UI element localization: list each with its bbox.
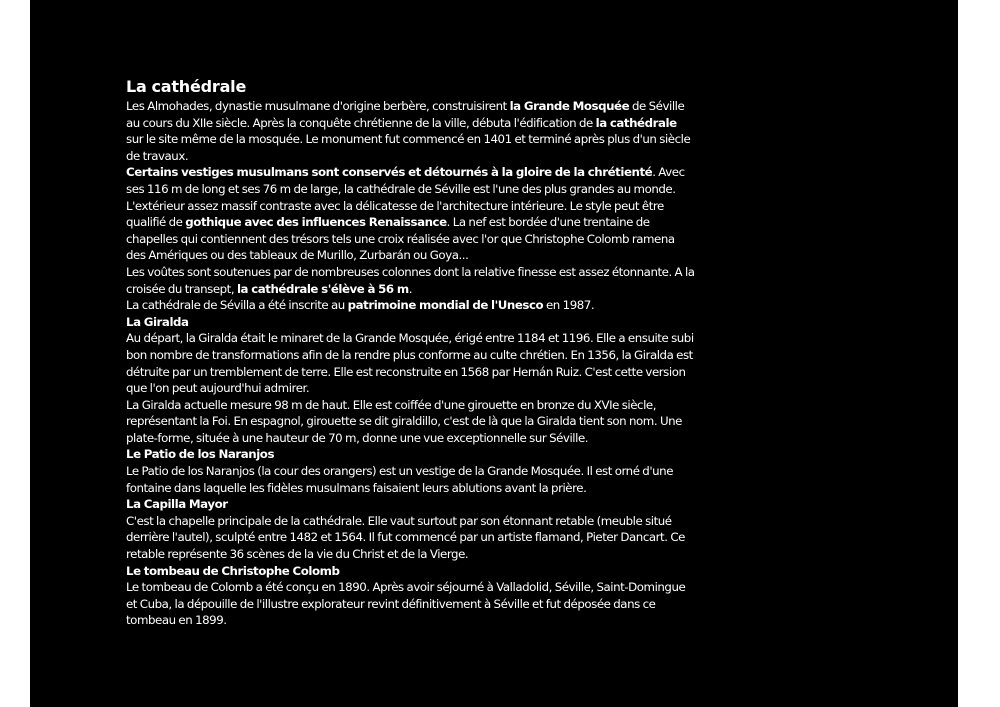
text-run: L'extérieur assez massif contraste avec la délicatesse de l'architecture intérieure. Le style peut être qualifié de: [126, 198, 664, 230]
document-page: [30, 0, 958, 707]
text-run: La cathédrale de Sévilla a été inscrite au: [126, 298, 348, 313]
giralda-paragraph-1: Au départ, la Giralda était le minaret de la Grande Mosquée, érigé entre 1184 et 1196. Elle a ensuite subi bon nombre de transformations afin de la rendre plus conforme au culte chrétien. En 1356, la Giralda est détruite par un tremblement de terre. Elle est reconstruite en 1568 par Hernán Ruiz. C'est cette version que l'on peut aujourd'hui admirer.: [126, 331, 694, 396]
text-run: . La nef est bordée d'une trentaine de chapelles qui contiennent des trésors tels une croix réalisée avec l'or que Christophe Colomb ramena des Amériques ou des tableaux de Murillo, Zurbarán ou Goya...: [126, 215, 675, 263]
section-heading-patio: Le Patio de los Naranjos: [126, 447, 275, 462]
tombeau-paragraph-1: Le tombeau de Colomb a été conçu en 1890. Après avoir séjourné à Valladolid, Séville, Saint-Domingue et Cuba, la dépouille de l'illustre explorateur revint définitivement à Séville et fut déposée dans ce tombeau en 1899.: [126, 580, 686, 628]
bold-run: gothique avec des influences Renaissance: [185, 215, 447, 230]
bold-run: la cathédrale: [595, 115, 677, 130]
bold-run: la cathédrale s'élève à 56 m: [236, 281, 409, 296]
section-heading-giralda: La Giralda: [126, 314, 189, 329]
text-run: de Séville au cours du XIIe siècle. Après la conquête chrétienne de la ville, débuta l'édification de: [126, 99, 685, 130]
text-run: en 1987.: [543, 298, 595, 313]
bold-run: patrimoine mondial de l'Unesco: [347, 298, 544, 313]
cathedrale-paragraph-1: [126, 98, 696, 164]
document-body: [126, 76, 696, 629]
capilla-paragraph-1: C'est la chapelle principale de la cathédrale. Elle vaut surtout par son étonnant retable (meuble situé derrière l'autel), sculpté entre 1482 et 1564. Il fut commencé par un artiste flamand, Pieter Dancart. Ce retable représente 36 scènes de la vie du Christ et de la Vierge.: [126, 513, 685, 562]
section-heading-capilla: La Capilla Mayor: [126, 497, 228, 512]
text-run: sur le site même de la mosquée. Le monument fut commencé en 1401 et terminé après plus d'un siècle de travaux.: [126, 132, 691, 163]
bold-run: Certains vestiges musulmans sont conservés et détournés à la gloire de la chrétienté: [126, 165, 653, 180]
section-heading-tombeau: Le tombeau de Christophe Colomb: [126, 563, 340, 578]
patio-paragraph-1: Le Patio de los Naranjos (la cour des orangers) est un vestige de la Grande Mosquée. Il est orné d'une fontaine dans laquelle les fidèles musulmans faisaient leurs ablutions avant la prière.: [126, 464, 674, 495]
text-run: . Avec ses 116 m de long et ses 76 m de large, la cathédrale de Séville est l'une des plus grandes au monde.: [126, 165, 685, 196]
text-run: Les Almohades, dynastie musulmane d'origine berbère, construisirent: [126, 99, 510, 113]
page-title: La cathédrale: [126, 77, 247, 96]
cathedrale-paragraph-4: [126, 264, 696, 297]
text-run: .: [408, 281, 413, 296]
cathedrale-paragraph-2: [126, 164, 696, 197]
cathedrale-paragraph-3: [126, 198, 696, 264]
cathedrale-paragraph-5: [126, 297, 696, 314]
giralda-paragraph-2: La Giralda actuelle mesure 98 m de haut. Elle est coiffée d'une girouette en bronze du XVIe siècle, représentant la Foi. En espagnol, girouette se dit giraldillo, c'est de là que la Giralda tient son nom. Une plate-forme, située à une hauteur de 70 m, donne une vue exceptionnelle sur Séville.: [126, 397, 682, 445]
text-run: Les voûtes sont soutenues par de nombreuses colonnes dont la relative finesse est assez étonnante. A la croisée du transept,: [126, 264, 695, 296]
bold-run: la Grande Mosquée: [509, 99, 630, 113]
